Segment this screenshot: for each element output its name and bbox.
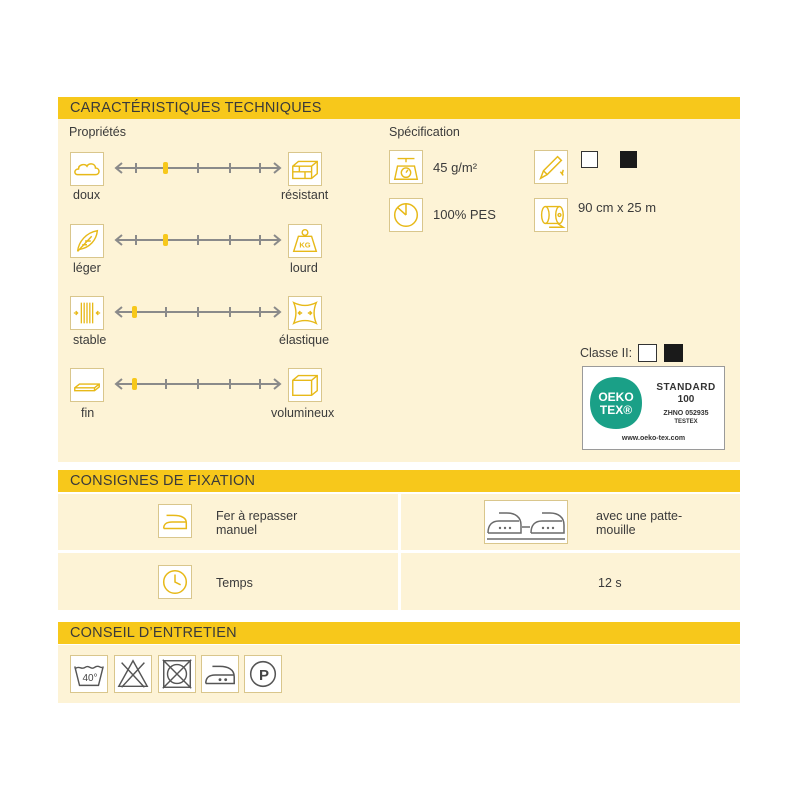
spec-title: Spécification: [389, 125, 460, 139]
spec-weight: 45 g/m²: [433, 160, 478, 175]
svg-text:KG: KG: [299, 240, 311, 250]
scale-left-label-doux: doux: [73, 188, 101, 202]
oeko-testex: TESTEX: [674, 419, 698, 425]
classe-swatch-black: [664, 344, 683, 362]
scale-right-label-elastique: élastique: [279, 333, 330, 347]
fixation-header: CONSIGNES DE FIXATION: [58, 470, 740, 492]
professional-cleaning-p-icon: [244, 655, 282, 693]
scale-right-label-resistant: résistant: [281, 188, 329, 202]
scale-left-label-fin: fin: [81, 406, 95, 420]
fixation-iron-label: Fer à repasser manuel: [216, 509, 298, 537]
fixation-time-value: 12 s: [598, 576, 622, 590]
pressing-cloth-icon: [484, 500, 568, 544]
oeko-code: ZHNO 052935: [663, 410, 709, 417]
oeko-tex-logo: [588, 375, 644, 431]
brick-icon: [288, 152, 322, 186]
oeko-standard: STANDARD: [656, 382, 716, 393]
scale-weight-icon: [389, 150, 423, 184]
care-header: CONSEIL D’ENTRETIEN: [58, 622, 740, 644]
oeko-logo-top: OEKO: [598, 390, 634, 404]
spec-composition: 100% PES: [433, 207, 496, 222]
pen-icon: [534, 150, 568, 184]
hand-iron-icon: [158, 504, 192, 538]
stable-lines-icon: [70, 296, 104, 330]
color-swatch-white: [581, 151, 598, 168]
iron-two-dots-icon: [201, 655, 239, 693]
wash-temperature: 40°: [82, 673, 98, 684]
fixation-time-label: Temps: [216, 576, 253, 590]
oeko-logo-bottom: TEX®: [599, 403, 633, 417]
wash-40-icon: [70, 655, 108, 693]
composition-pie-icon: [389, 198, 423, 232]
tech-header: CARACTÉRISTIQUES TECHNIQUES: [58, 97, 740, 119]
scale-soft-resistant: [113, 160, 283, 176]
no-tumble-dry-icon: [158, 655, 196, 693]
fixation-cell-duration: [401, 553, 740, 610]
color-swatch-black: [620, 151, 637, 168]
no-bleach-icon: [114, 655, 152, 693]
scale-right-label-volumineux: volumineux: [271, 406, 335, 420]
scale-left-label-leger: léger: [73, 261, 101, 275]
scale-right-label-lourd: lourd: [290, 261, 318, 275]
clock-icon: [158, 565, 192, 599]
cloud-icon: [70, 152, 104, 186]
oeko-url: www.oeko-tex.com: [621, 435, 686, 442]
scale-left-label-stable: stable: [73, 333, 107, 347]
scale-stable-elastic: [113, 304, 283, 320]
thin-block-icon: [70, 368, 104, 402]
classe-swatch-white: [638, 344, 657, 362]
stretch-icon: [288, 296, 322, 330]
classe-label: Classe II:: [580, 346, 633, 360]
properties-title: Propriétés: [69, 125, 126, 139]
volume-box-icon: [288, 368, 322, 402]
scale-thin-voluminous: [113, 376, 283, 392]
weight-kg-icon: [288, 224, 322, 258]
feather-icon: [70, 224, 104, 258]
fixation-pressing-cloth-label: avec une patte-mouille: [596, 509, 683, 537]
roll-icon: [534, 198, 568, 232]
spec-roll: 90 cm x 25 m: [578, 200, 657, 215]
professional-cleaning-letter: P: [258, 667, 269, 684]
scale-light-heavy: [113, 232, 283, 248]
oeko-tex-label: [582, 366, 725, 450]
oeko-number: 100: [677, 394, 695, 405]
